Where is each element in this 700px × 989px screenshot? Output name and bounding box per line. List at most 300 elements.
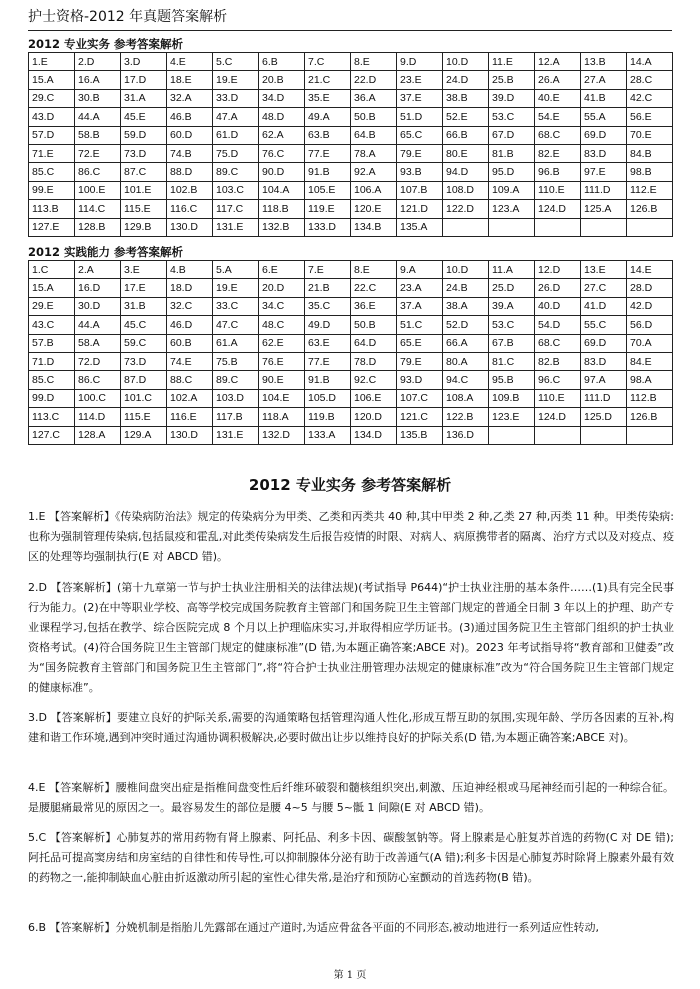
answer-cell: 46.B	[167, 108, 213, 126]
answer-cell: 118.B	[259, 200, 305, 218]
answer-cell: 45.E	[121, 108, 167, 126]
answer-cell	[627, 218, 673, 236]
answer-cell: 26.D	[535, 279, 581, 297]
answer-cell: 16.A	[75, 71, 121, 89]
answer-cell: 134.D	[351, 426, 397, 444]
answer-cell: 2.A	[75, 261, 121, 279]
answer-cell: 113.C	[29, 408, 75, 426]
answer-cell: 33.C	[213, 297, 259, 315]
answer-cell: 79.E	[397, 352, 443, 370]
answer-cell: 95.B	[489, 371, 535, 389]
answer-cell: 117.B	[213, 408, 259, 426]
answer-cell: 86.C	[75, 371, 121, 389]
answer-cell: 130.D	[167, 218, 213, 236]
answer-cell	[627, 426, 673, 444]
answer-cell: 8.E	[351, 53, 397, 71]
answer-cell: 5.C	[213, 53, 259, 71]
answer-cell: 29.E	[29, 297, 75, 315]
answer-cell: 89.C	[213, 163, 259, 181]
answer-cell: 58.B	[75, 126, 121, 144]
answer-cell: 6.B	[259, 53, 305, 71]
answer-row	[29, 389, 673, 407]
answer-row	[29, 334, 673, 352]
answer-cell: 48.D	[259, 108, 305, 126]
answer-row	[29, 279, 673, 297]
answer-cell: 51.D	[397, 108, 443, 126]
answer-cell: 119.E	[305, 200, 351, 218]
answer-cell: 124.D	[535, 408, 581, 426]
answer-cell: 31.B	[121, 297, 167, 315]
answer-cell: 126.B	[627, 408, 673, 426]
answer-cell: 1.E	[29, 53, 75, 71]
answer-cell: 34.D	[259, 89, 305, 107]
answer-cell: 44.A	[75, 108, 121, 126]
answer-cell: 32.A	[167, 89, 213, 107]
answer-cell: 53.C	[489, 316, 535, 334]
answer-cell: 35.E	[305, 89, 351, 107]
answer-explanation-1: 1.E 【答案解析】《传染病防治法》规定的传染病分为甲类、乙类和丙类共 40 种,其中甲类 2 种,乙类 27 种,丙类 11 种。甲类传染病:也称为强制管理传染病,包括鼠疫和霍乱,对此类传染病发生后报告疫情的时限、对病人、病原携带者的隔离、治疗方式以及对疫点、疫区的处理等均强制执行(E 对 ABCD 错)。	[28, 510, 674, 563]
answer-row	[29, 352, 673, 370]
answer-cell: 111.D	[581, 389, 627, 407]
answer-cell: 62.A	[259, 126, 305, 144]
answer-cell: 56.D	[627, 316, 673, 334]
answer-cell: 135.B	[397, 426, 443, 444]
answer-cell: 24.D	[443, 71, 489, 89]
answer-cell: 85.C	[29, 163, 75, 181]
answer-cell: 21.C	[305, 71, 351, 89]
answer-cell: 76.C	[259, 144, 305, 162]
answer-cell: 38.B	[443, 89, 489, 107]
answer-cell: 20.D	[259, 279, 305, 297]
answer-cell	[535, 426, 581, 444]
answer-cell: 95.D	[489, 163, 535, 181]
answer-cell: 79.E	[397, 144, 443, 162]
answer-cell: 4.B	[167, 261, 213, 279]
answer-cell: 49.D	[305, 316, 351, 334]
answer-cell: 113.B	[29, 200, 75, 218]
answer-table-professional-practice	[28, 52, 673, 237]
answer-cell: 6.E	[259, 261, 305, 279]
answer-cell: 11.A	[489, 261, 535, 279]
answer-cell: 115.E	[121, 200, 167, 218]
answer-cell: 37.A	[397, 297, 443, 315]
answer-cell: 101.E	[121, 181, 167, 199]
answer-cell: 29.C	[29, 89, 75, 107]
answer-cell: 18.D	[167, 279, 213, 297]
answer-cell: 94.D	[443, 163, 489, 181]
answer-cell: 91.B	[305, 371, 351, 389]
answer-cell: 116.E	[167, 408, 213, 426]
answer-cell: 109.B	[489, 389, 535, 407]
answer-cell: 11.E	[489, 53, 535, 71]
answer-cell: 36.A	[351, 89, 397, 107]
answer-cell: 31.A	[121, 89, 167, 107]
answer-cell: 13.B	[581, 53, 627, 71]
answer-explanation-4: 4.E 【答案解析】腰椎间盘突出症是指椎间盘变性后纤维环破裂和髓核组织突出,刺激、压迫神经根或马尾神经而引起的一种综合征。是腰腿痛最常见的原因之一。最容易发生的部位是腰 4~5 与腰 5~骶 1 间隙(E 对 ABCD 错)。	[28, 781, 674, 814]
answer-cell: 123.E	[489, 408, 535, 426]
answer-row	[29, 218, 673, 236]
answer-cell: 100.C	[75, 389, 121, 407]
answer-cell: 9.A	[397, 261, 443, 279]
answer-cell: 5.A	[213, 261, 259, 279]
answer-cell: 107.C	[397, 389, 443, 407]
answer-cell: 14.E	[627, 261, 673, 279]
answer-cell: 49.A	[305, 108, 351, 126]
answer-cell: 125.A	[581, 200, 627, 218]
answer-cell: 87.C	[121, 163, 167, 181]
answer-cell: 96.B	[535, 163, 581, 181]
answer-cell: 76.E	[259, 352, 305, 370]
section-label-professional-practice: 2012 专业实务 参考答案解析	[28, 37, 184, 51]
answer-cell: 60.D	[167, 126, 213, 144]
answer-cell: 125.D	[581, 408, 627, 426]
answer-cell: 81.C	[489, 352, 535, 370]
answer-cell: 18.E	[167, 71, 213, 89]
answer-cell: 22.D	[351, 71, 397, 89]
answer-cell: 116.C	[167, 200, 213, 218]
answer-cell: 127.E	[29, 218, 75, 236]
answer-cell: 57.D	[29, 126, 75, 144]
answer-cell: 67.B	[489, 334, 535, 352]
answer-cell: 23.E	[397, 71, 443, 89]
answer-cell: 93.B	[397, 163, 443, 181]
answer-cell: 121.C	[397, 408, 443, 426]
answer-row	[29, 144, 673, 162]
answer-cell: 92.C	[351, 371, 397, 389]
answer-cell: 119.B	[305, 408, 351, 426]
answer-cell: 107.B	[397, 181, 443, 199]
page-header: 护士资格-2012 年真题答案解析	[28, 6, 672, 31]
answer-cell: 115.E	[121, 408, 167, 426]
answer-cell: 80.A	[443, 352, 489, 370]
answer-cell: 61.A	[213, 334, 259, 352]
answer-explanation-2: 2.D 【答案解析】(第十九章第一节与护士执业注册相关的法律法规)(考试指导 P644)“护士执业注册的基本条件……(1)具有完全民事行为能力。(2)在中等职业学校、高等学校完成国务院教育主管部门和国务院卫生主管部门规定的普通全日制 3 年以上的护理、助产专业课程学习,包括在教学、综合医院完成 8 个月以上护理临床实习,并取得相应学历证书。(3)通过国务院卫生主管部门组织的护士执业资格考试。(4)符合国务院卫生主管部门规定的健康标准”(D 错,为本题正确答案;ABCE 对)。2023 年考试指导将“教育部和卫健委”改为“国务院教育主管部门和国务院卫生主管部门”,将“符合护士执业注册管理办法规定的健康标准”改为“符合国务院卫生主管部门规定的健康标准”。	[28, 581, 674, 694]
answer-cell: 53.C	[489, 108, 535, 126]
answer-cell: 94.C	[443, 371, 489, 389]
answer-cell: 105.D	[305, 389, 351, 407]
answer-cell: 27.A	[581, 71, 627, 89]
answer-cell	[489, 426, 535, 444]
answer-cell: 32.C	[167, 297, 213, 315]
answer-cell: 111.D	[581, 181, 627, 199]
answer-cell: 77.E	[305, 144, 351, 162]
answer-cell: 15.A	[29, 279, 75, 297]
answer-cell: 128.A	[75, 426, 121, 444]
answer-cell: 71.E	[29, 144, 75, 162]
answer-cell: 84.E	[627, 352, 673, 370]
answer-cell: 61.D	[213, 126, 259, 144]
answer-cell: 12.A	[535, 53, 581, 71]
answer-cell: 135.A	[397, 218, 443, 236]
answer-cell: 50.B	[351, 316, 397, 334]
answer-cell: 43.D	[29, 108, 75, 126]
answer-cell: 83.D	[581, 144, 627, 162]
answer-cell: 99.D	[29, 389, 75, 407]
answer-cell: 74.E	[167, 352, 213, 370]
answer-cell: 90.E	[259, 371, 305, 389]
answer-row	[29, 426, 673, 444]
answer-cell: 78.D	[351, 352, 397, 370]
answer-cell: 102.B	[167, 181, 213, 199]
answer-cell: 58.A	[75, 334, 121, 352]
answer-cell: 96.C	[535, 371, 581, 389]
answer-cell: 133.D	[305, 218, 351, 236]
answer-row	[29, 371, 673, 389]
answer-cell: 33.D	[213, 89, 259, 107]
answer-cell: 118.A	[259, 408, 305, 426]
answer-row	[29, 181, 673, 199]
answer-cell: 22.C	[351, 279, 397, 297]
answer-cell: 56.E	[627, 108, 673, 126]
answer-cell: 106.E	[351, 389, 397, 407]
answer-cell: 122.B	[443, 408, 489, 426]
answer-cell: 52.D	[443, 316, 489, 334]
answer-cell: 93.D	[397, 371, 443, 389]
answer-cell: 1.C	[29, 261, 75, 279]
answer-cell: 30.B	[75, 89, 121, 107]
answer-cell: 68.C	[535, 334, 581, 352]
answer-cell: 80.E	[443, 144, 489, 162]
answer-cell: 28.C	[627, 71, 673, 89]
answer-cell: 55.A	[581, 108, 627, 126]
answer-cell: 124.D	[535, 200, 581, 218]
answer-cell: 102.A	[167, 389, 213, 407]
section-label-practical-ability: 2012 实践能力 参考答案解析	[28, 245, 184, 259]
answer-explanation-6: 6.B 【答案解析】分娩机制是指胎儿先露部在通过产道时,为适应骨盆各平面的不同形态,被动地进行一系列适应性转动,	[28, 921, 600, 934]
answer-cell: 99.E	[29, 181, 75, 199]
answer-cell: 59.D	[121, 126, 167, 144]
answer-cell: 38.A	[443, 297, 489, 315]
answer-cell: 19.E	[213, 279, 259, 297]
answer-cell: 110.E	[535, 389, 581, 407]
answer-cell: 50.B	[351, 108, 397, 126]
answer-cell: 37.E	[397, 89, 443, 107]
answer-cell: 81.B	[489, 144, 535, 162]
answer-cell: 15.A	[29, 71, 75, 89]
answer-cell: 39.A	[489, 297, 535, 315]
answer-cell: 127.C	[29, 426, 75, 444]
answer-cell: 72.E	[75, 144, 121, 162]
answer-cell: 82.B	[535, 352, 581, 370]
page-number: 第 1 页	[333, 970, 367, 981]
answer-cell: 123.A	[489, 200, 535, 218]
answer-cell: 103.D	[213, 389, 259, 407]
answer-cell: 67.D	[489, 126, 535, 144]
answer-cell: 84.B	[627, 144, 673, 162]
answer-cell: 66.A	[443, 334, 489, 352]
answer-cell: 3.D	[121, 53, 167, 71]
answer-cell: 131.E	[213, 218, 259, 236]
answer-cell: 126.B	[627, 200, 673, 218]
answer-cell: 92.A	[351, 163, 397, 181]
answer-cell: 131.E	[213, 426, 259, 444]
answer-cell: 55.C	[581, 316, 627, 334]
answer-cell: 98.A	[627, 371, 673, 389]
answer-cell	[535, 218, 581, 236]
answer-cell: 28.D	[627, 279, 673, 297]
answer-cell: 27.C	[581, 279, 627, 297]
answer-cell: 97.E	[581, 163, 627, 181]
answer-cell: 88.D	[167, 163, 213, 181]
answer-cell: 69.D	[581, 126, 627, 144]
answer-cell: 54.E	[535, 108, 581, 126]
answer-cell: 24.B	[443, 279, 489, 297]
answer-cell: 75.D	[213, 144, 259, 162]
answer-cell: 44.A	[75, 316, 121, 334]
answer-cell: 71.D	[29, 352, 75, 370]
answer-cell: 108.A	[443, 389, 489, 407]
answer-cell: 98.B	[627, 163, 673, 181]
answer-cell: 19.E	[213, 71, 259, 89]
answer-cell: 9.D	[397, 53, 443, 71]
answer-cell: 130.D	[167, 426, 213, 444]
answer-cell: 7.E	[305, 261, 351, 279]
answer-cell: 75.B	[213, 352, 259, 370]
answer-cell: 66.B	[443, 126, 489, 144]
answer-cell: 43.C	[29, 316, 75, 334]
answer-cell: 54.D	[535, 316, 581, 334]
answer-row	[29, 53, 673, 71]
answer-cell: 103.C	[213, 181, 259, 199]
answer-cell: 117.C	[213, 200, 259, 218]
answer-cell	[443, 218, 489, 236]
answer-row	[29, 89, 673, 107]
answer-cell: 121.D	[397, 200, 443, 218]
answer-cell: 91.B	[305, 163, 351, 181]
answer-cell: 82.E	[535, 144, 581, 162]
answer-cell: 132.D	[259, 426, 305, 444]
answer-cell: 85.C	[29, 371, 75, 389]
answer-cell: 41.B	[581, 89, 627, 107]
answer-cell: 128.B	[75, 218, 121, 236]
answer-cell: 89.C	[213, 371, 259, 389]
answer-cell: 70.A	[627, 334, 673, 352]
answer-cell: 83.D	[581, 352, 627, 370]
answer-cell: 13.E	[581, 261, 627, 279]
answer-cell: 65.E	[397, 334, 443, 352]
answer-cell: 8.E	[351, 261, 397, 279]
answer-row	[29, 200, 673, 218]
answer-cell: 20.B	[259, 71, 305, 89]
answer-cell: 97.A	[581, 371, 627, 389]
answer-cell: 77.E	[305, 352, 351, 370]
answer-cell: 132.B	[259, 218, 305, 236]
answer-cell: 40.E	[535, 89, 581, 107]
answer-cell: 86.C	[75, 163, 121, 181]
answer-cell: 30.D	[75, 297, 121, 315]
answer-cell: 129.B	[121, 218, 167, 236]
answer-cell: 17.E	[121, 279, 167, 297]
answer-cell: 73.D	[121, 352, 167, 370]
answer-cell: 34.C	[259, 297, 305, 315]
answer-cell: 47.C	[213, 316, 259, 334]
answer-cell: 26.A	[535, 71, 581, 89]
answer-cell: 47.A	[213, 108, 259, 126]
answer-cell: 129.A	[121, 426, 167, 444]
answer-cell: 100.E	[75, 181, 121, 199]
answer-cell: 104.E	[259, 389, 305, 407]
answer-cell: 122.D	[443, 200, 489, 218]
answer-explanation-5: 5.C 【答案解析】心肺复苏的常用药物有肾上腺素、阿托品、利多卡因、碳酸氢钠等。肾上腺素是心脏复苏首选的药物(C 对 DE 错);阿托品可提高窦房结和房室结的自律性和传导性,可以抑制腺体分泌有助于改善通气(A 错);利多卡因是心肺复苏时除肾上腺素外最有效的药物之一,能抑制缺血心脏由折返激动所引起的室性心律失常,是治疗和预防心室颤动的首选药物(B 错)。	[28, 831, 674, 884]
answer-cell: 10.D	[443, 53, 489, 71]
answer-cell: 59.C	[121, 334, 167, 352]
answer-cell: 120.D	[351, 408, 397, 426]
answer-cell: 21.B	[305, 279, 351, 297]
answer-cell	[581, 218, 627, 236]
answer-cell: 114.C	[75, 200, 121, 218]
answer-cell: 70.E	[627, 126, 673, 144]
answer-cell: 25.D	[489, 279, 535, 297]
answer-cell: 73.D	[121, 144, 167, 162]
answer-cell: 90.D	[259, 163, 305, 181]
answer-cell: 10.D	[443, 261, 489, 279]
answer-cell: 72.D	[75, 352, 121, 370]
answer-explanation-3: 3.D 【答案解析】要建立良好的护际关系,需要的沟通策略包括管理沟通人性化,形成互帮互助的氛围,实现年龄、学历各因素的互补,构建和谐工作环境,遇到冲突时通过沟通协调积极解决,必要时做出让步以维持良好的护际关系(D 错,为本题正确答案;ABCE 对)。	[28, 711, 674, 744]
answer-row	[29, 108, 673, 126]
answer-cell: 45.C	[121, 316, 167, 334]
answer-row	[29, 71, 673, 89]
answer-row	[29, 316, 673, 334]
answer-cell: 78.A	[351, 144, 397, 162]
answer-cell: 112.E	[627, 181, 673, 199]
answer-row	[29, 126, 673, 144]
answer-cell: 36.E	[351, 297, 397, 315]
answer-cell: 62.E	[259, 334, 305, 352]
answer-cell: 4.E	[167, 53, 213, 71]
answer-cell: 57.B	[29, 334, 75, 352]
answer-cell: 52.E	[443, 108, 489, 126]
answer-table-practical-ability	[28, 260, 673, 445]
answer-cell: 23.A	[397, 279, 443, 297]
analysis-title: 2012 专业实务 参考答案解析	[248, 476, 452, 494]
answer-cell: 25.B	[489, 71, 535, 89]
answer-cell: 46.D	[167, 316, 213, 334]
answer-cell	[581, 426, 627, 444]
answer-cell: 68.C	[535, 126, 581, 144]
answer-cell	[489, 218, 535, 236]
answer-cell: 88.C	[167, 371, 213, 389]
answer-cell: 69.D	[581, 334, 627, 352]
answer-cell: 2.D	[75, 53, 121, 71]
answer-cell: 110.E	[535, 181, 581, 199]
answer-cell: 14.A	[627, 53, 673, 71]
answer-cell: 74.B	[167, 144, 213, 162]
answer-cell: 120.E	[351, 200, 397, 218]
answer-cell: 108.D	[443, 181, 489, 199]
answer-cell: 134.B	[351, 218, 397, 236]
answer-cell: 60.B	[167, 334, 213, 352]
answer-cell: 133.A	[305, 426, 351, 444]
answer-cell: 114.D	[75, 408, 121, 426]
answer-cell: 3.E	[121, 261, 167, 279]
answer-cell: 87.D	[121, 371, 167, 389]
answer-cell: 39.D	[489, 89, 535, 107]
answer-cell: 42.C	[627, 89, 673, 107]
answer-cell: 17.D	[121, 71, 167, 89]
answer-row	[29, 297, 673, 315]
answer-cell: 63.B	[305, 126, 351, 144]
answer-cell: 106.A	[351, 181, 397, 199]
answer-cell: 40.D	[535, 297, 581, 315]
answer-row	[29, 261, 673, 279]
answer-cell: 51.C	[397, 316, 443, 334]
answer-cell: 35.C	[305, 297, 351, 315]
answer-cell: 136.D	[443, 426, 489, 444]
answer-row	[29, 163, 673, 181]
answer-cell: 48.C	[259, 316, 305, 334]
answer-cell: 12.D	[535, 261, 581, 279]
answer-cell: 104.A	[259, 181, 305, 199]
